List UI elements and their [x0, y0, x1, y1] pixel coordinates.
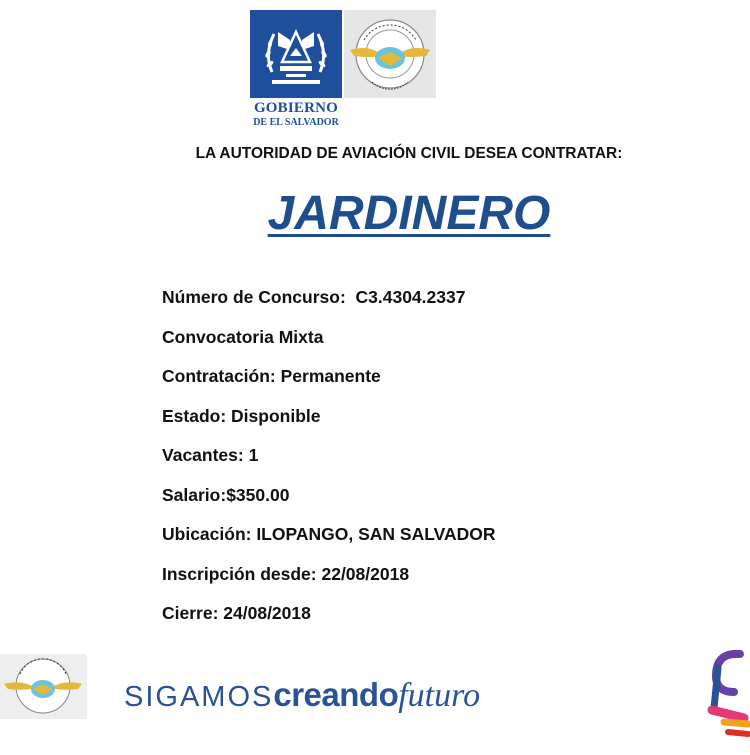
- government-emblem-box: [250, 10, 342, 98]
- headline: LA AUTORIDAD DE AVIACIÓN CIVIL DESEA CONTRATAR:: [195, 145, 623, 162]
- corner-logo: [704, 648, 750, 750]
- detail-closing-date: Cierre: 24/08/2018: [162, 603, 311, 623]
- detail-registration-start: Inscripción desde: 22/08/2018: [162, 563, 410, 584]
- aac-logo: [344, 10, 436, 98]
- slogan-part-2: creando: [273, 676, 399, 713]
- detail-contract-type: Contratación: Permanente: [162, 366, 381, 386]
- detail-vacancies: Vacantes: 1: [162, 445, 259, 465]
- slogan: [124, 676, 480, 715]
- slogan-part-3: futuro: [398, 677, 481, 714]
- aac-emblem-icon: [0, 654, 87, 719]
- government-country: DE EL SALVADOR: [253, 117, 339, 128]
- footer-aac-logo: [0, 654, 87, 719]
- detail-call-type: Convocatoria Mixta: [162, 326, 324, 347]
- detail-status: Estado: Disponible: [162, 405, 321, 426]
- job-details: [162, 285, 496, 641]
- aac-emblem-icon: [344, 10, 436, 98]
- slogan-part-1: SIGAMOS: [124, 681, 274, 713]
- detail-salary: Salario:$350.00: [162, 484, 290, 505]
- government-name: GOBIERNO: [253, 100, 339, 116]
- job-title: JARDINERO: [267, 187, 551, 240]
- detail-location: Ubicación: ILOPANGO, SAN SALVADOR: [162, 524, 496, 544]
- detail-contest-number: Número de Concurso: C3.4304.2337: [162, 287, 466, 307]
- coat-of-arms-icon: [250, 10, 342, 98]
- government-logo: [250, 10, 342, 128]
- colorful-logo-icon: [704, 648, 750, 750]
